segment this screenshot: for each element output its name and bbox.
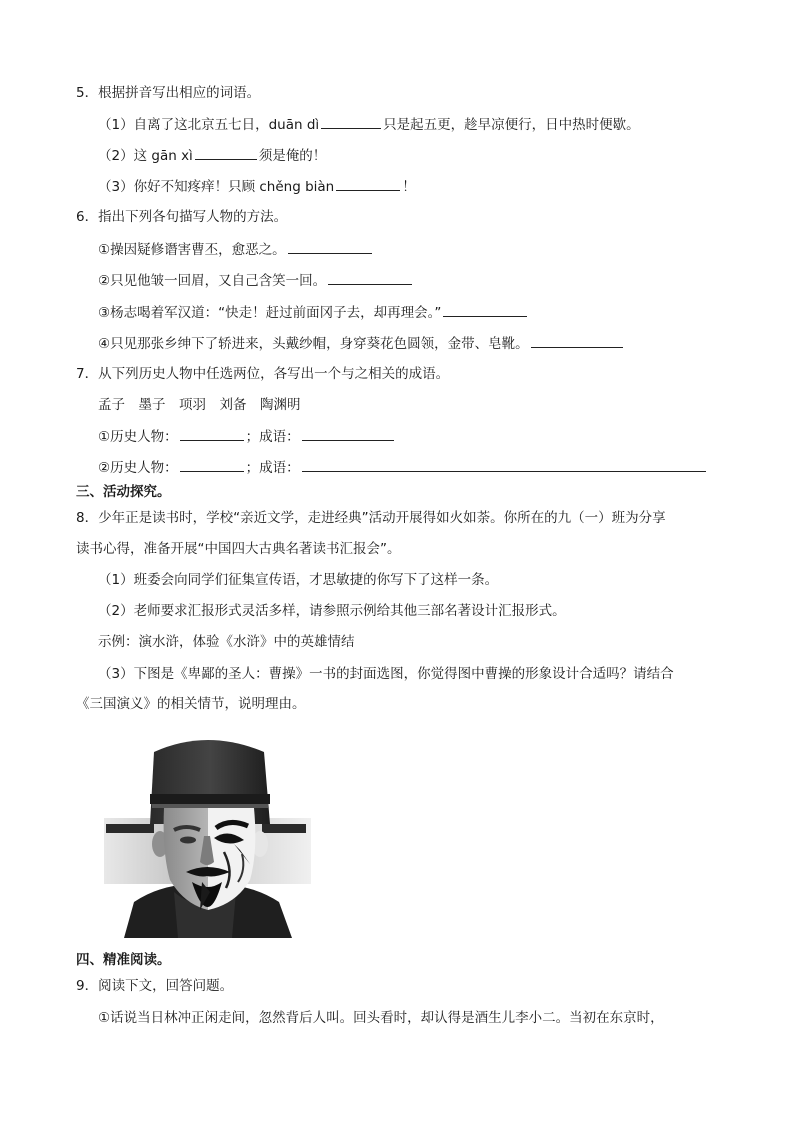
q8-sub-2: （2）老师要求汇报形式灵活多样，请参照示例给其他三部名著设计汇报形式。 [98, 603, 566, 619]
q7-row-1-label: ①历史人物： [98, 429, 178, 445]
q5-item-2-after: 须是俺的！ [258, 148, 327, 164]
q6-title: 6．指出下列各句描写人物的方法。 [76, 209, 288, 225]
q6-item-4-text: ④只见那张乡绅下了轿进来，头戴纱帽，身穿葵花色圆领，金带、皂靴。 [98, 336, 529, 352]
q6-item-1 [98, 239, 374, 260]
section-heading-3: 三、活动探究。 [76, 484, 171, 500]
q8-sub-3-line-2: 《三国演义》的相关情节，说明理由。 [76, 696, 306, 712]
q7-row-1 [98, 426, 396, 447]
answer-blank[interactable] [180, 457, 244, 472]
q6-item-2 [98, 270, 414, 291]
answer-blank[interactable] [443, 302, 527, 317]
q6-item-1-text: ①操因疑修谮害曹丕，愈恶之。 [98, 242, 286, 258]
q7-row-2 [98, 457, 708, 478]
answer-blank[interactable] [321, 114, 381, 129]
q5-item-3 [98, 176, 416, 197]
q8-sub-1: （1）班委会向同学们征集宣传语，才思敏捷的你写下了这样一条。 [98, 572, 499, 588]
answer-blank[interactable] [302, 426, 394, 441]
q6-item-3-text: ③杨志喝着军汉道：“快走！赶过前面冈子去，却再理会。” [98, 305, 442, 321]
section-heading-4: 四、精准阅读。 [76, 952, 171, 968]
q7-row-2-label: ②历史人物： [98, 460, 178, 476]
answer-blank[interactable] [328, 270, 412, 285]
q5-item-1-after: 只是起五更，趁早凉便行，日中热时便歇。 [383, 117, 640, 133]
q9-para-1: ①话说当日林冲正闲走间，忽然背后人叫。回头看时，却认得是酒生儿李小二。当初在东京时， [98, 1010, 664, 1026]
answer-blank[interactable] [302, 457, 706, 472]
q5-item-3-after: ！ [402, 179, 416, 195]
q5-item-3-before: （3）你好不知疼痒！只顾 chěng biàn [98, 179, 335, 195]
q8-example: 示例：演水浒，体验《水浒》中的英雄情结 [98, 634, 355, 650]
q7-title: 7．从下列历史人物中任选两位，各写出一个与之相关的成语。 [76, 366, 450, 382]
q7-row-1-idiom-label: ；成语： [245, 429, 300, 445]
q5-item-1-before: （1）自离了这北京五七日，duān dì [98, 117, 320, 133]
q7-names: 孟子 墨子 项羽 刘备 陶渊明 [98, 397, 301, 413]
q5-item-2 [98, 145, 326, 166]
q9-title: 9．阅读下文，回答问题。 [76, 978, 234, 994]
answer-blank[interactable] [531, 333, 623, 348]
answer-blank[interactable] [180, 426, 244, 441]
q7-row-2-idiom-label: ；成语： [245, 460, 300, 476]
q5-title: 5．根据拼音写出相应的词语。 [76, 85, 261, 101]
q6-item-2-text: ②只见他皱一回眉，又自己含笑一回。 [98, 273, 327, 289]
cao-cao-portrait-image [104, 732, 311, 938]
q6-item-4 [98, 333, 625, 354]
answer-blank[interactable] [288, 239, 372, 254]
q8-sub-3-line-1: （3）下图是《卑鄙的圣人：曹操》一书的封面选图，你觉得图中曹操的形象设计合适吗？请结合 [98, 666, 674, 682]
q8-line-2: 读书心得，准备开展“中国四大古典名著读书汇报会”。 [76, 541, 401, 557]
q5-item-1 [98, 114, 640, 135]
q6-item-3 [98, 302, 529, 323]
q5-item-2-before: （2）这 gān xì [98, 148, 193, 164]
answer-blank[interactable] [195, 145, 257, 160]
q8-line-1: 8．少年正是读书时，学校“亲近文学，走进经典”活动开展得如火如荼。你所在的九（一）班为分享 [76, 510, 666, 526]
answer-blank[interactable] [336, 176, 400, 191]
